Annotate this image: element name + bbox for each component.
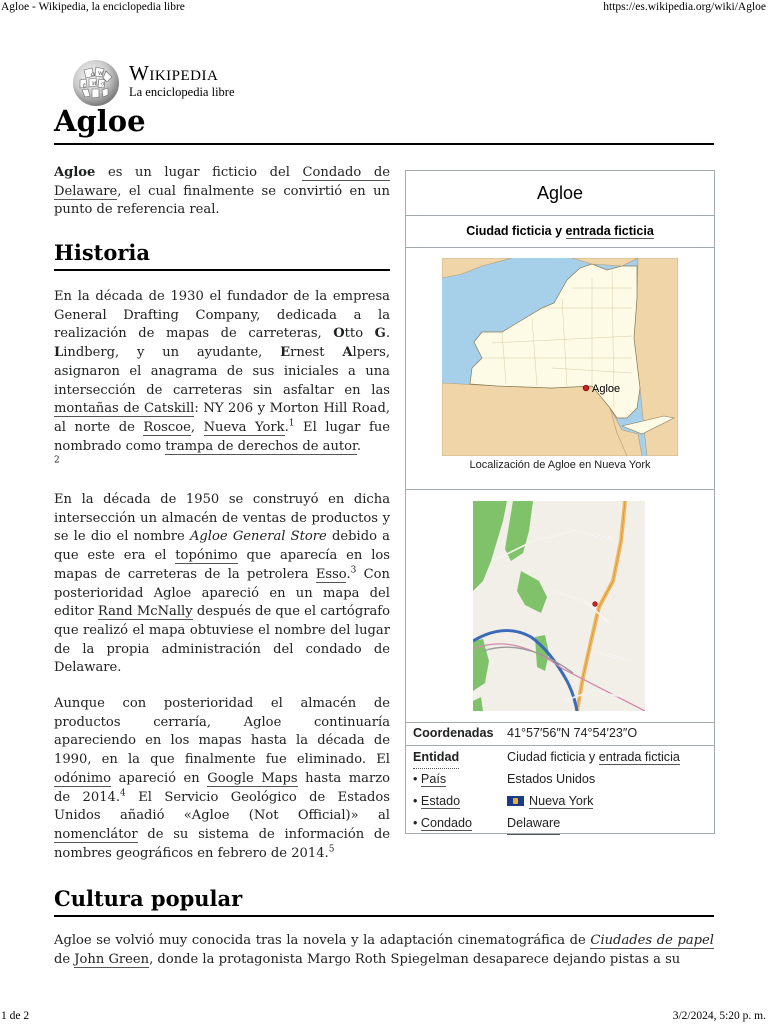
wikipedia-globe-icon xyxy=(70,56,122,108)
link-odonimo[interactable]: odónimo xyxy=(54,770,112,786)
link-pais[interactable]: País xyxy=(420,772,447,786)
print-timestamp: 3/2/2024, 5:20 p. m. xyxy=(672,1010,766,1022)
link-roscoe[interactable]: Roscoe xyxy=(143,419,191,435)
infobox-row-coordenadas xyxy=(406,722,714,744)
map-caption: Localización de Agloe en Nueva York xyxy=(469,459,651,471)
svg-text:ع: ع xyxy=(83,82,86,88)
ref-5[interactable]: 5 xyxy=(328,844,335,855)
ref-2[interactable]: 2 xyxy=(54,455,60,466)
link-montanas-catskill[interactable]: montañas de Catskill xyxy=(54,401,195,417)
map-marker-label: Agloe xyxy=(592,383,621,395)
estado-value xyxy=(507,790,593,812)
page-counter: 1 de 2 xyxy=(1,1010,30,1022)
infobox-row-condado xyxy=(406,812,714,834)
link-john-green[interactable]: John Green xyxy=(74,951,150,967)
link-entrada-ficticia-header[interactable]: entrada ficticia xyxy=(565,224,654,238)
historia-paragraph-1: En la década de 1930 el fundador de la empresa General Drafting Company, dedicada a la realización de mapas de carreteras, Otto G. Lindberg, y un ayudante, Ernest Alpers, asignaron el anagrama de sus iniciales a una intersección de carreteras sin asfaltar en las montañas de Catskill: NY 206 y Morton Hill Road, al norte de Roscoe, Nueva York.$^1$ El lugar fue nombrado como trampa de derechos de autor. $^2$ xyxy=(54,289,391,466)
link-trampa-derechos-autor[interactable]: trampa de derechos de autor xyxy=(165,438,357,454)
historia-paragraph-2: En la década de 1950 se construyó en dicha intersección un almacén de ventas de productos y se le dio el nombre Agloe General Store debido a que este era el topónimo que aparecía en los mapas de carreteras de la petrolera Esso.$^3$ Con posterioridad Agloe apareció en un mapa del editor Rand McNally después de que el cartógrafo que realizó el mapa obtuviese el nombre del lugar de la propia administración del condado de Delaware. xyxy=(54,492,390,676)
infobox-row-entidad xyxy=(406,746,714,768)
page-title: Agloe xyxy=(54,104,714,145)
link-entrada-ficticia[interactable]: entrada ficticia xyxy=(598,750,680,764)
link-nueva-york-estado[interactable]: Nueva York xyxy=(529,794,594,808)
infobox xyxy=(405,170,715,834)
infobox-row-estado xyxy=(406,790,714,812)
intro-paragraph: Agloe es un lugar ficticio del Condado de Delaware, el cual finalmente se convirtió en un punto de referencia real. xyxy=(54,165,390,218)
link-estado[interactable]: Estado xyxy=(420,794,461,808)
link-ciudades-de-papel[interactable]: Ciudades de papel xyxy=(590,933,714,948)
entidad-label[interactable]: Entidad xyxy=(413,746,459,769)
ref-4[interactable]: 4 xyxy=(120,788,126,799)
svg-text:Ω: Ω xyxy=(91,72,96,78)
print-url: https://es.wikipedia.org/wiki/Agloe xyxy=(603,1,766,13)
svg-text:И: И xyxy=(92,81,97,87)
link-rand-mcnally[interactable]: Rand McNally xyxy=(97,604,193,620)
street-map-marker-agloe xyxy=(593,602,598,607)
link-toponimo[interactable]: topónimo xyxy=(175,548,238,564)
link-nueva-york[interactable]: Nueva York xyxy=(203,419,285,435)
pais-label: • País xyxy=(413,772,447,786)
pais-value: Estados Unidos xyxy=(507,772,596,786)
divider xyxy=(406,489,714,490)
wikipedia-wordmark: Wikipedia xyxy=(129,61,219,85)
link-google-maps[interactable]: Google Maps xyxy=(207,770,298,786)
ref-1[interactable]: 1 xyxy=(288,418,295,429)
entidad-value: Ciudad ficticia y entrada ficticia xyxy=(507,750,680,764)
svg-text:W: W xyxy=(98,71,104,77)
link-condado-delaware[interactable]: Condado de Delaware xyxy=(54,165,390,199)
print-header xyxy=(0,1,768,17)
print-tab-title: Agloe - Wikipedia, la enciclopedia libre xyxy=(1,1,185,13)
heading-historia: Historia xyxy=(54,240,390,271)
cultura-paragraph-1: Agloe se volvió muy conocida tras la novela y la adaptación cinematográfica de Ciudades de papel de John Green, donde la protagonista Margo Roth Spiegelman desaparece dejando pistas a su xyxy=(54,933,714,967)
map-marker-agloe xyxy=(583,385,589,391)
infobox-row-pais xyxy=(406,768,714,790)
wikipedia-logo[interactable] xyxy=(70,56,270,108)
locator-map-new-york[interactable] xyxy=(442,258,678,456)
link-nomenclator[interactable]: nomenclátor xyxy=(54,826,138,842)
heading-cultura-popular: Cultura popular xyxy=(54,886,714,917)
intro-bold-term: Agloe xyxy=(54,165,96,180)
estado-label: • Estado xyxy=(413,794,461,808)
historia-paragraph-3: Aunque con posterioridad el almacén de productos cerraría, Agloe continuaría apareciendo en los mapas hasta la década de 1990, en la que finalmente fue eliminado. El odónimo apareció en Google Maps hasta marzo de 2014.$^4$ El Servicio Geológico de Estados Unidos añadió «Agloe (Not Official)» al nomenclátor de su sistema de información de nombres geográficos en febrero de 2014.$^5$ xyxy=(54,696,391,861)
svg-text:ウ: ウ xyxy=(100,82,106,88)
ref-3[interactable]: 3 xyxy=(350,565,357,576)
flag-new-york-icon xyxy=(507,796,524,806)
infobox-title: Agloe xyxy=(406,171,714,216)
infobox-subtitle: Ciudad ficticia y entrada ficticia xyxy=(406,216,714,248)
condado-label: • Condado xyxy=(413,816,473,830)
wikipedia-tagline: La enciclopedia libre xyxy=(129,85,235,99)
coord-value[interactable]: 41°57′56″N 74°54′23″O xyxy=(507,726,638,740)
street-map-agloe[interactable] xyxy=(473,501,645,711)
link-delaware[interactable]: Delaware xyxy=(507,812,560,835)
link-condado[interactable]: Condado xyxy=(420,816,473,830)
link-esso[interactable]: Esso xyxy=(315,566,347,582)
coord-label: Coordenadas xyxy=(413,726,494,740)
